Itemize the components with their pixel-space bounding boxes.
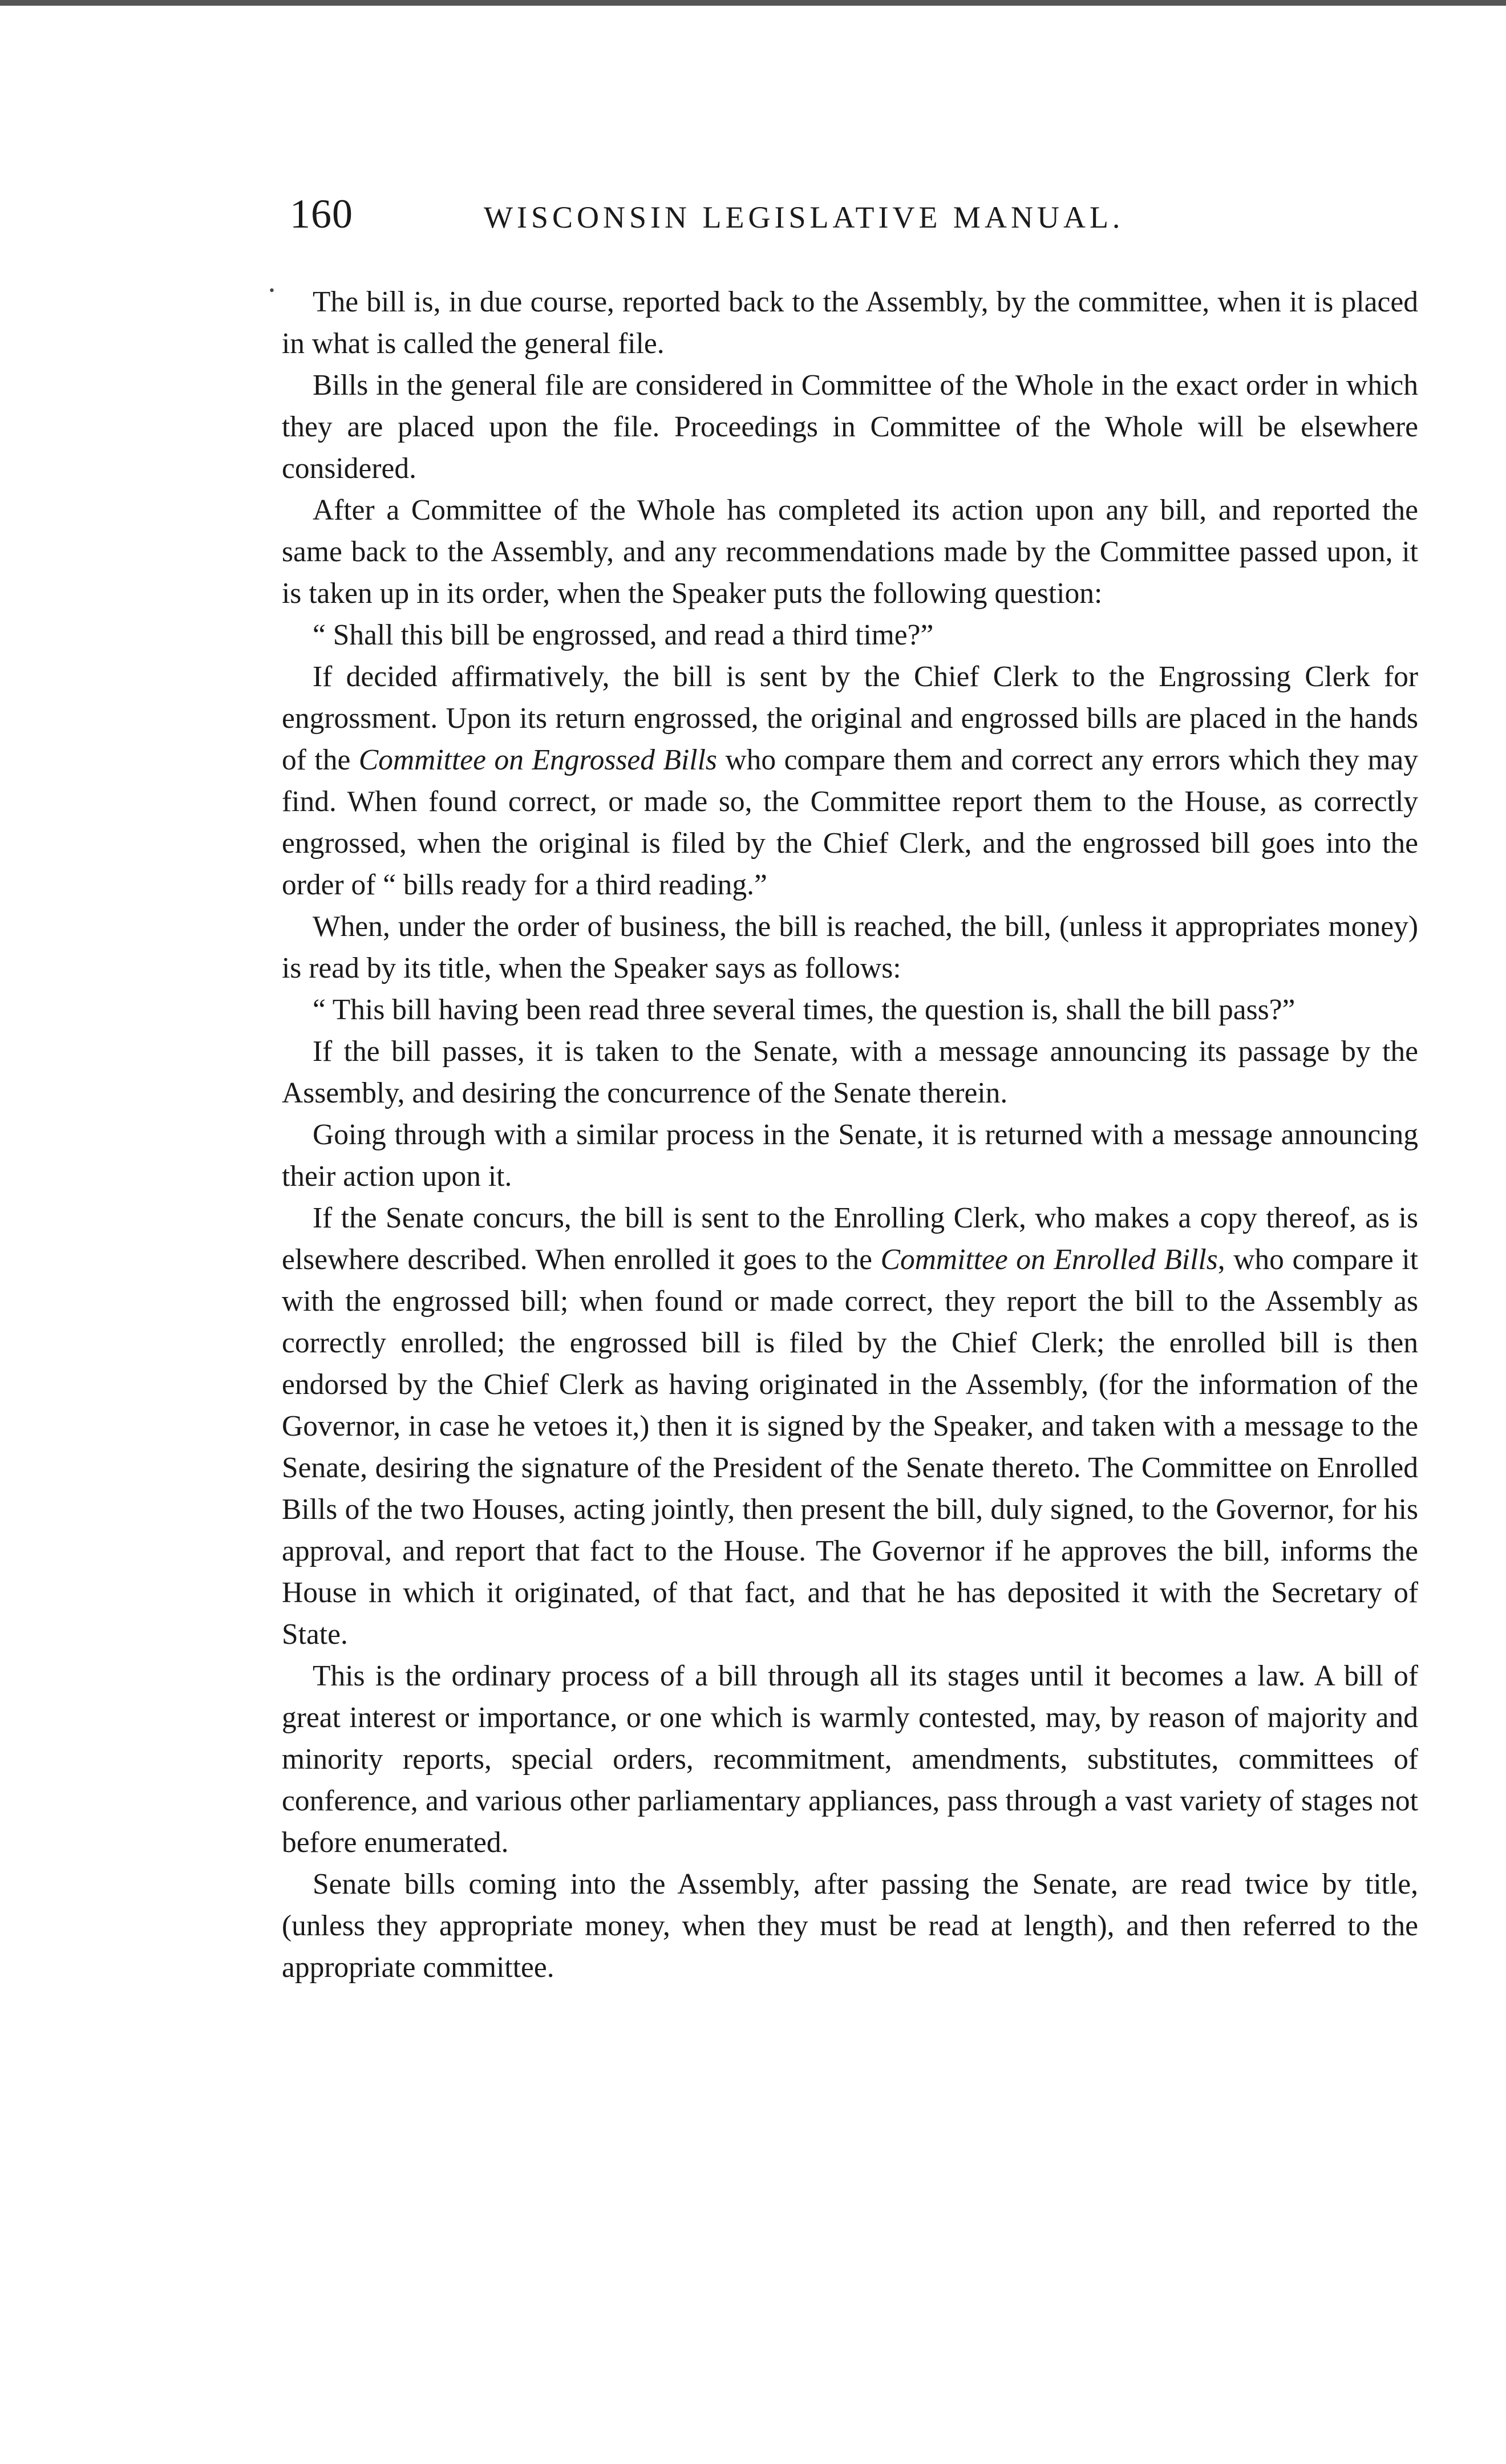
committee-engrossed-bills: Committee on Engrossed Bills — [358, 744, 717, 776]
paragraph-10 — [282, 1197, 1418, 1655]
paragraph-6: When, under the order of business, the bill is reached, the bill, (unless it appropriates money) is read by its title, when the Speaker says as follows: — [282, 910, 1418, 984]
page-header — [290, 185, 1260, 242]
paragraph-12: Senate bills coming into the Assembly, after passing the Senate, are read twice by title, (unless they appropriate money, when they must be read at length), and then referred to the appropriate committee. — [282, 1868, 1418, 1984]
paragraph-5-text: If decided affirmatively, the bill is sent by the Chief Clerk to the Engrossing Clerk for engrossment. Upon its return engrossed, the original and engrossed bills are placed in the hands of the — [282, 660, 1418, 776]
question-engrossed: “ Shall this bill be engrossed, and read a third time?” — [313, 619, 934, 651]
paragraph-10-text-cont: , who compare it with the engrossed bill; when found or made correct, they report the bill to the Assembly as correctly enrolled; the engrossed bill is filed by the Chief Clerk; the enrolled bill is then endorsed by the Chief Clerk as having originated in the Assembly, (for the information of the Governor, in case he vetoes it,) then it is signed by the Speaker, and taken with a message to the Senate, desiring the signature of the President of the Senate thereto. The Committee on Enrolled Bills of the two Houses, acting jointly, then present the bill, duly signed, to the Governor, for his approval, and report that fact to the House. The Governor if he approves the bill, informs the House in which it originated, of that fact, and that he has deposited it with the Secretary of State. — [282, 1243, 1418, 1651]
paragraph-8: If the bill passes, it is taken to the Senate, with a message announcing its passage by the Assembly, and desiring the concurrence of the Senate therein. — [282, 1035, 1418, 1109]
paragraph-9: Going through with a similar process in the Senate, it is returned with a message announcing their action upon it. — [282, 1118, 1418, 1193]
running-title: WISCONSIN LEGISLATIVE MANUAL. — [484, 200, 1124, 234]
paragraph-10-text: If the Senate concurs, the bill is sent to the Enrolling Clerk, who makes a copy thereof, as is elsewhere described. When enrolled it goes to the — [282, 1202, 1418, 1276]
committee-enrolled-bills: Committee on Enrolled Bills — [880, 1243, 1218, 1276]
scan-top-edge — [0, 0, 1506, 6]
paragraph-2: Bills in the general file are considered in Committee of the Whole in the exact order in which they are placed upon the file. Proceedings in Committee of the Whole will be elsewhere considered. — [282, 369, 1418, 485]
paragraph-11: This is the ordinary process of a bill through all its stages until it becomes a law. A bill of great interest or importance, or one which is warmly contested, may, by reason of majority and minority reports, special orders, recommitment, amendments, substitutes, committees of conference, and various other parliamentary appliances, pass through a vast variety of stages not before enumerated. — [282, 1660, 1418, 1859]
paragraph-5 — [282, 656, 1418, 906]
paragraph-3: After a Committee of the Whole has completed its action upon any bill, and reported the same back to the Assembly, and any recommendations made by the Committee passed upon, it is taken up in its order, when the Speaker puts the following question: — [282, 494, 1418, 610]
paragraph-5-text-cont: who compare them and correct any errors which they may find. When found correct, or made so, the Committee report them to the House, as correctly engrossed, when the original is filed by the Chief Clerk, and the engrossed bill goes into the order of “ bills ready for a third reading.” — [282, 744, 1418, 901]
question-bill-pass: “ This bill having been read three several times, the question is, shall the bill pass?” — [313, 994, 1296, 1026]
paragraph-1: The bill is, in due course, reported back to the Assembly, by the committee, when it is placed in what is called the general file. — [282, 286, 1418, 360]
page-body — [282, 281, 1418, 1988]
stray-mark: • — [268, 284, 276, 298]
page-number: 160 — [290, 191, 353, 237]
